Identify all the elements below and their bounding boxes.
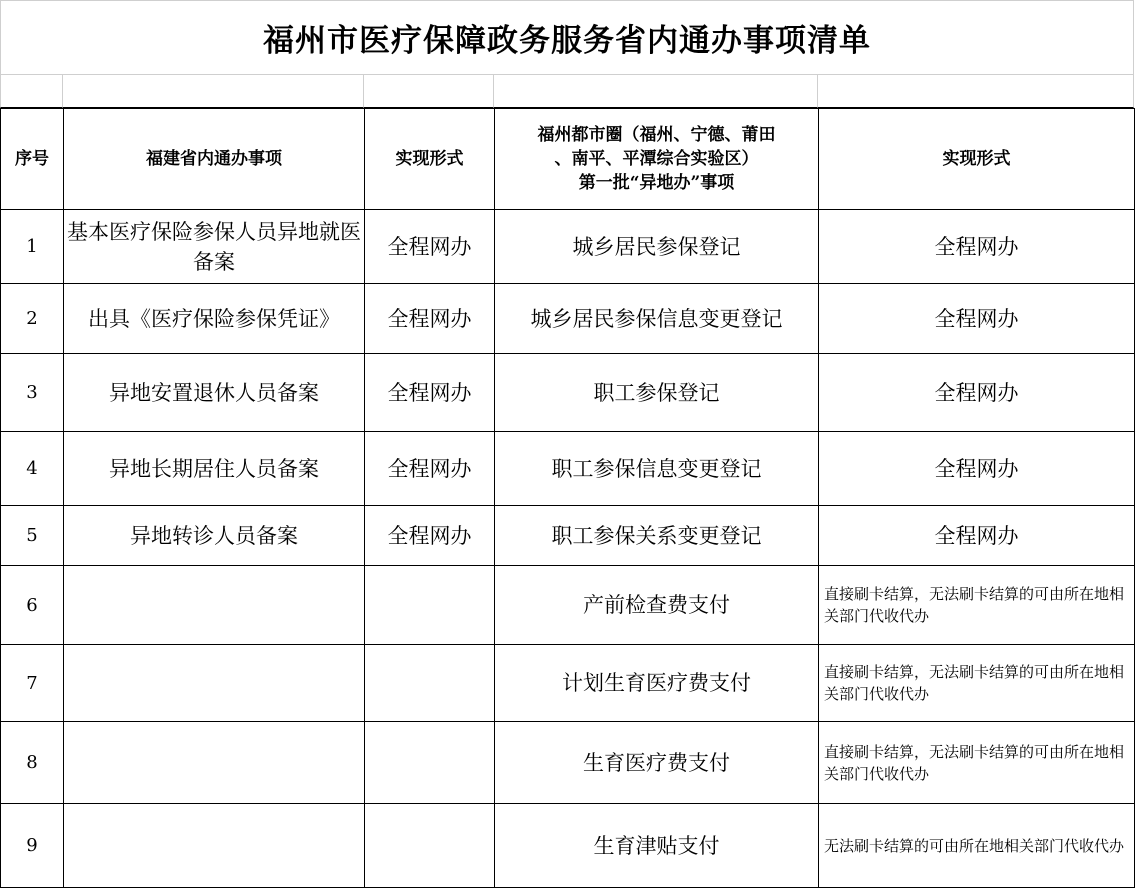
- table-row: [1, 722, 1135, 804]
- metro-form-cell[interactable]: 全程网办: [819, 284, 1135, 354]
- header-province-form[interactable]: 实现形式: [365, 109, 495, 210]
- metro-form-cell[interactable]: 全程网办: [819, 210, 1135, 284]
- seq-cell[interactable]: 2: [1, 284, 64, 354]
- header-metro-line: 、南平、平潭综合实验区）: [554, 149, 759, 169]
- header-metro-item[interactable]: [495, 109, 819, 210]
- province-form-cell[interactable]: [365, 804, 495, 888]
- metro-item-cell[interactable]: 职工参保信息变更登记: [495, 432, 819, 506]
- province-item-cell[interactable]: 异地转诊人员备案: [64, 506, 365, 566]
- blank-cell[interactable]: [494, 75, 818, 108]
- metro-item-cell[interactable]: 职工参保关系变更登记: [495, 506, 819, 566]
- table-row: [1, 566, 1135, 645]
- seq-cell[interactable]: 6: [1, 566, 64, 645]
- metro-item-cell[interactable]: 城乡居民参保信息变更登记: [495, 284, 819, 354]
- province-item-cell[interactable]: [64, 566, 365, 645]
- header-province-item[interactable]: 福建省内通办事项: [64, 109, 365, 210]
- table-row: [1, 506, 1135, 566]
- blank-row: [0, 75, 1134, 108]
- table-row: [1, 284, 1135, 354]
- province-form-cell[interactable]: [365, 722, 495, 804]
- seq-cell[interactable]: 9: [1, 804, 64, 888]
- metro-form-cell[interactable]: 全程网办: [819, 354, 1135, 432]
- metro-form-cell[interactable]: 全程网办: [819, 432, 1135, 506]
- table-row: [1, 645, 1135, 722]
- table-row: [1, 210, 1135, 284]
- blank-cell[interactable]: [364, 75, 494, 108]
- metro-form-cell[interactable]: 无法刷卡结算的可由所在地相关部门代收代办: [819, 804, 1135, 888]
- blank-cell[interactable]: [818, 75, 1134, 108]
- province-form-cell[interactable]: 全程网办: [365, 210, 495, 284]
- seq-cell[interactable]: 8: [1, 722, 64, 804]
- seq-cell[interactable]: 5: [1, 506, 64, 566]
- blank-cell[interactable]: [0, 75, 63, 108]
- metro-form-cell[interactable]: 直接刷卡结算，无法刷卡结算的可由所在地相关部门代收代办: [819, 722, 1135, 804]
- blank-cell[interactable]: [63, 75, 364, 108]
- province-form-cell[interactable]: 全程网办: [365, 506, 495, 566]
- metro-form-cell[interactable]: 直接刷卡结算，无法刷卡结算的可由所在地相关部门代收代办: [819, 566, 1135, 645]
- metro-item-cell[interactable]: 职工参保登记: [495, 354, 819, 432]
- header-metro-form[interactable]: 实现形式: [819, 109, 1135, 210]
- metro-item-cell[interactable]: 城乡居民参保登记: [495, 210, 819, 284]
- province-item-cell[interactable]: 异地长期居住人员备案: [64, 432, 365, 506]
- province-item-cell[interactable]: [64, 645, 365, 722]
- province-item-cell[interactable]: 异地安置退休人员备案: [64, 354, 365, 432]
- header-metro-line: 福州都市圈（福州、宁德、莆田: [537, 125, 776, 145]
- header-seq[interactable]: 序号: [1, 109, 64, 210]
- province-form-cell[interactable]: [365, 645, 495, 722]
- metro-item-cell[interactable]: 生育医疗费支付: [495, 722, 819, 804]
- metro-item-cell[interactable]: 生育津贴支付: [495, 804, 819, 888]
- metro-item-cell[interactable]: 产前检查费支付: [495, 566, 819, 645]
- province-item-cell[interactable]: [64, 804, 365, 888]
- seq-cell[interactable]: 1: [1, 210, 64, 284]
- province-form-cell[interactable]: 全程网办: [365, 354, 495, 432]
- table-row: [1, 432, 1135, 506]
- seq-cell[interactable]: 7: [1, 645, 64, 722]
- province-form-cell[interactable]: 全程网办: [365, 432, 495, 506]
- province-item-cell[interactable]: [64, 722, 365, 804]
- title-cell[interactable]: [0, 0, 1134, 75]
- header-row: [1, 109, 1135, 210]
- metro-form-cell[interactable]: 直接刷卡结算，无法刷卡结算的可由所在地相关部门代收代办: [819, 645, 1135, 722]
- metro-form-cell[interactable]: 全程网办: [819, 506, 1135, 566]
- header-metro-line: 第一批“异地办”事项: [578, 173, 735, 193]
- province-form-cell[interactable]: 全程网办: [365, 284, 495, 354]
- table-row: [1, 354, 1135, 432]
- province-item-cell[interactable]: 基本医疗保险参保人员异地就医备案: [64, 210, 365, 284]
- page-title: 福州市医疗保障政务服务省内通办事项清单: [263, 23, 871, 59]
- province-form-cell[interactable]: [365, 566, 495, 645]
- items-table: [0, 108, 1135, 888]
- seq-cell[interactable]: 4: [1, 432, 64, 506]
- seq-cell[interactable]: 3: [1, 354, 64, 432]
- metro-item-cell[interactable]: 计划生育医疗费支付: [495, 645, 819, 722]
- table-row: [1, 804, 1135, 888]
- province-item-cell[interactable]: 出具《医疗保险参保凭证》: [64, 284, 365, 354]
